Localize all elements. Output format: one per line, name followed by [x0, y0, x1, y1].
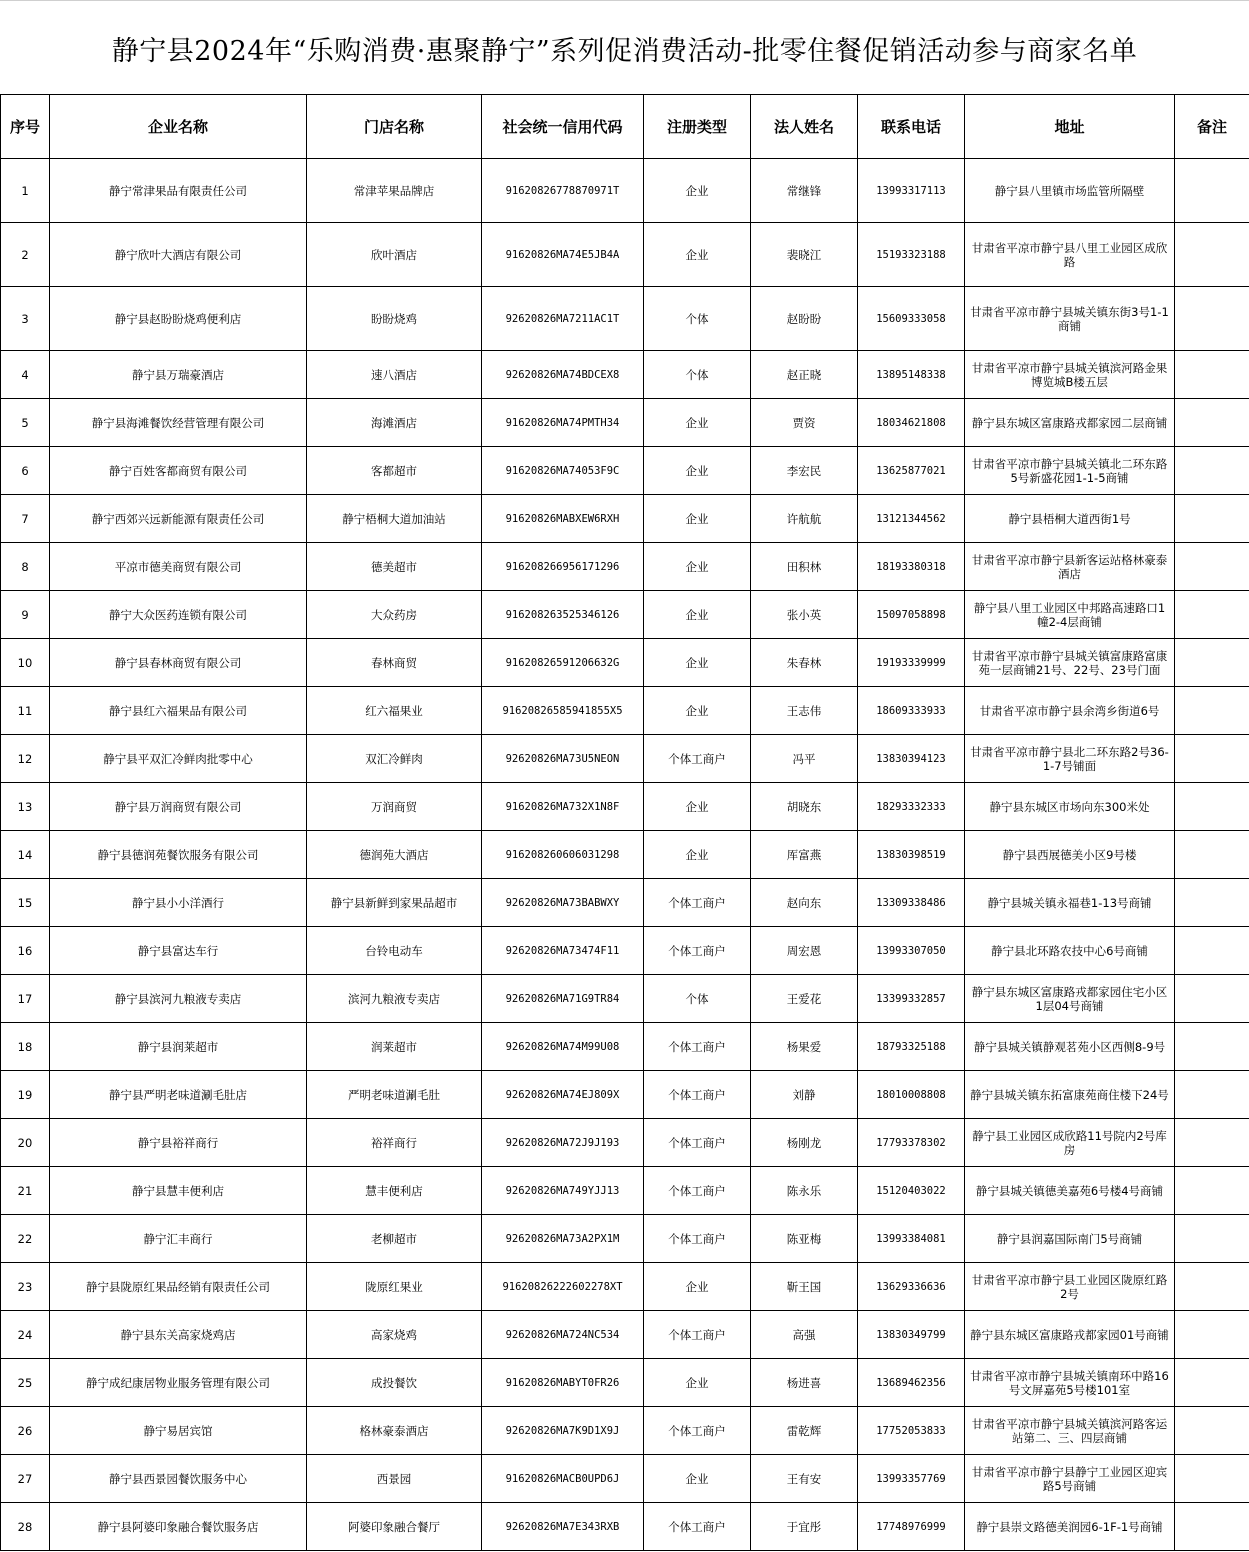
cell-note [1175, 927, 1249, 975]
cell-legal: 杨进喜 [751, 1359, 858, 1407]
cell-address: 静宁县城关镇静观茗苑小区西侧8-9号 [965, 1023, 1175, 1071]
cell-no: 1 [1, 159, 50, 223]
table-row [1, 1023, 1249, 1071]
table-row [1, 287, 1249, 351]
cell-address: 甘肃省平凉市静宁县城关镇滨河路金果博览城B楼五层 [965, 351, 1175, 399]
cell-store: 润莱超市 [307, 1023, 482, 1071]
table-header-row [1, 95, 1249, 159]
cell-note [1175, 1359, 1249, 1407]
cell-phone: 18034621808 [858, 399, 965, 447]
cell-no: 5 [1, 399, 50, 447]
cell-credit-code: 91620826778870971T [482, 159, 644, 223]
cell-address: 甘肃省平凉市静宁县城关镇北二环东路5号新盛花园1-1-5商铺 [965, 447, 1175, 495]
cell-phone: 13830349799 [858, 1311, 965, 1359]
cell-legal: 贾资 [751, 399, 858, 447]
cell-company: 静宁县东关高家烧鸡店 [50, 1311, 307, 1359]
cell-company: 静宁县滨河九粮液专卖店 [50, 975, 307, 1023]
cell-company: 静宁县裕祥商行 [50, 1119, 307, 1167]
cell-note [1175, 1023, 1249, 1071]
cell-phone: 13309338486 [858, 879, 965, 927]
table-row [1, 735, 1249, 783]
cell-company: 静宁县陇原红果品经销有限责任公司 [50, 1263, 307, 1311]
cell-type: 企业 [644, 687, 751, 735]
cell-credit-code: 92620826MA73U5NEON [482, 735, 644, 783]
cell-company: 静宁县慧丰便利店 [50, 1167, 307, 1215]
cell-note [1175, 159, 1249, 223]
cell-legal: 张小英 [751, 591, 858, 639]
cell-no: 23 [1, 1263, 50, 1311]
cell-store: 裕祥商行 [307, 1119, 482, 1167]
cell-store: 阿婆印象融合餐厅 [307, 1503, 482, 1551]
cell-store: 盼盼烧鸡 [307, 287, 482, 351]
cell-no: 8 [1, 543, 50, 591]
table-row [1, 879, 1249, 927]
cell-phone: 13629336636 [858, 1263, 965, 1311]
cell-credit-code: 91620826591206632G [482, 639, 644, 687]
cell-company: 静宁县春林商贸有限公司 [50, 639, 307, 687]
cell-type: 企业 [644, 223, 751, 287]
cell-credit-code: 916208266956171296 [482, 543, 644, 591]
cell-note [1175, 975, 1249, 1023]
header-address: 地址 [965, 95, 1175, 159]
cell-address: 甘肃省平凉市静宁县城关镇东街3号1-1商铺 [965, 287, 1175, 351]
header-company: 企业名称 [50, 95, 307, 159]
cell-legal: 刘静 [751, 1071, 858, 1119]
page-title: 静宁县2024年“乐购消费·惠聚静宁”系列促消费活动-批零住餐促销活动参与商家名单 [0, 0, 1249, 95]
cell-address: 甘肃省平凉市静宁县城关镇滨河路客运站第二、三、四层商铺 [965, 1407, 1175, 1455]
cell-store: 春林商贸 [307, 639, 482, 687]
cell-type: 企业 [644, 591, 751, 639]
cell-store: 客都超市 [307, 447, 482, 495]
cell-note [1175, 1119, 1249, 1167]
cell-address: 静宁县工业园区成欣路11号院内2号库房 [965, 1119, 1175, 1167]
cell-type: 企业 [644, 1359, 751, 1407]
cell-address: 甘肃省平凉市静宁县工业园区陇原红路2号 [965, 1263, 1175, 1311]
cell-legal: 杨果爱 [751, 1023, 858, 1071]
cell-no: 19 [1, 1071, 50, 1119]
cell-phone: 13895148338 [858, 351, 965, 399]
cell-address: 甘肃省平凉市静宁县北二环东路2号36-1-7号铺面 [965, 735, 1175, 783]
cell-credit-code: 92620826MA724NC534 [482, 1311, 644, 1359]
cell-credit-code: 91620826222602278XT [482, 1263, 644, 1311]
cell-credit-code: 92620826MA74BDCEX8 [482, 351, 644, 399]
cell-company: 静宁县阿婆印象融合餐饮服务店 [50, 1503, 307, 1551]
cell-credit-code: 91620826MA74E5JB4A [482, 223, 644, 287]
cell-phone: 13993317113 [858, 159, 965, 223]
cell-credit-code: 92620826MA73BABWXY [482, 879, 644, 927]
cell-phone: 18793325188 [858, 1023, 965, 1071]
cell-address: 静宁县东城区富康路戎都家园二层商铺 [965, 399, 1175, 447]
cell-type: 个体工商户 [644, 1167, 751, 1215]
cell-store: 常津苹果品牌店 [307, 159, 482, 223]
cell-credit-code: 916208263525346126 [482, 591, 644, 639]
cell-note [1175, 1167, 1249, 1215]
cell-credit-code: 92620826MA74M99U08 [482, 1023, 644, 1071]
cell-legal: 王志伟 [751, 687, 858, 735]
cell-address: 静宁县西展德美小区9号楼 [965, 831, 1175, 879]
cell-phone: 13689462356 [858, 1359, 965, 1407]
cell-legal: 雷乾辉 [751, 1407, 858, 1455]
cell-store: 海滩酒店 [307, 399, 482, 447]
cell-company: 静宁汇丰商行 [50, 1215, 307, 1263]
cell-note [1175, 1215, 1249, 1263]
cell-note [1175, 1311, 1249, 1359]
cell-store: 高家烧鸡 [307, 1311, 482, 1359]
cell-store: 万润商贸 [307, 783, 482, 831]
cell-company: 静宁县西景园餐饮服务中心 [50, 1455, 307, 1503]
cell-no: 18 [1, 1023, 50, 1071]
cell-legal: 胡晓东 [751, 783, 858, 831]
cell-store: 速八酒店 [307, 351, 482, 399]
cell-store: 大众药房 [307, 591, 482, 639]
cell-phone: 17793378302 [858, 1119, 965, 1167]
cell-store: 欣叶酒店 [307, 223, 482, 287]
table-row [1, 1167, 1249, 1215]
cell-legal: 常继锋 [751, 159, 858, 223]
cell-store: 滨河九粮液专卖店 [307, 975, 482, 1023]
cell-no: 14 [1, 831, 50, 879]
cell-type: 个体工商户 [644, 1119, 751, 1167]
cell-address: 静宁县八里工业园区中邦路高速路口1幢2-4层商铺 [965, 591, 1175, 639]
table-row [1, 1215, 1249, 1263]
cell-credit-code: 92620826MA7K9D1X9J [482, 1407, 644, 1455]
cell-type: 企业 [644, 399, 751, 447]
cell-type: 企业 [644, 639, 751, 687]
cell-note [1175, 687, 1249, 735]
table-row [1, 1455, 1249, 1503]
table-row [1, 1071, 1249, 1119]
cell-phone: 18609333933 [858, 687, 965, 735]
cell-legal: 裴晓江 [751, 223, 858, 287]
cell-credit-code: 91620826MABYT0FR26 [482, 1359, 644, 1407]
cell-no: 21 [1, 1167, 50, 1215]
cell-phone: 13625877021 [858, 447, 965, 495]
cell-store: 老柳超市 [307, 1215, 482, 1263]
cell-no: 6 [1, 447, 50, 495]
cell-company: 平凉市德美商贸有限公司 [50, 543, 307, 591]
cell-note [1175, 447, 1249, 495]
header-phone: 联系电话 [858, 95, 965, 159]
table-row [1, 223, 1249, 287]
cell-legal: 朱春林 [751, 639, 858, 687]
cell-store: 慧丰便利店 [307, 1167, 482, 1215]
cell-address: 甘肃省平凉市静宁县城关镇南环中路16号文屏嘉苑5号楼101室 [965, 1359, 1175, 1407]
cell-no: 15 [1, 879, 50, 927]
cell-note [1175, 1407, 1249, 1455]
cell-company: 静宁县万瑞豪酒店 [50, 351, 307, 399]
table-row [1, 591, 1249, 639]
cell-address: 静宁县润嘉国际南门5号商铺 [965, 1215, 1175, 1263]
cell-company: 静宁县赵盼盼烧鸡便利店 [50, 287, 307, 351]
cell-legal: 赵正晓 [751, 351, 858, 399]
cell-note [1175, 287, 1249, 351]
cell-type: 个体 [644, 975, 751, 1023]
table-row [1, 687, 1249, 735]
cell-store: 双汇冷鲜肉 [307, 735, 482, 783]
cell-type: 企业 [644, 447, 751, 495]
header-credit-code: 社会统一信用代码 [482, 95, 644, 159]
cell-credit-code: 91620826MA732X1N8F [482, 783, 644, 831]
table-row [1, 495, 1249, 543]
cell-note [1175, 879, 1249, 927]
cell-address: 静宁县东城区富康路戎都家园住宅小区1层04号商铺 [965, 975, 1175, 1023]
table-row [1, 783, 1249, 831]
cell-store: 德美超市 [307, 543, 482, 591]
cell-company: 静宁县红六福果品有限公司 [50, 687, 307, 735]
table-row [1, 927, 1249, 975]
cell-phone: 13830398519 [858, 831, 965, 879]
cell-no: 2 [1, 223, 50, 287]
cell-store: 台铃电动车 [307, 927, 482, 975]
cell-legal: 许航航 [751, 495, 858, 543]
cell-phone: 18293332333 [858, 783, 965, 831]
cell-company: 静宁县富达车行 [50, 927, 307, 975]
cell-company: 静宁县润莱超市 [50, 1023, 307, 1071]
cell-type: 个体工商户 [644, 1407, 751, 1455]
cell-no: 13 [1, 783, 50, 831]
cell-legal: 周宏恩 [751, 927, 858, 975]
table-row [1, 447, 1249, 495]
cell-type: 企业 [644, 831, 751, 879]
table-row [1, 1359, 1249, 1407]
cell-address: 静宁县梧桐大道西街1号 [965, 495, 1175, 543]
cell-store: 格林豪泰酒店 [307, 1407, 482, 1455]
cell-phone: 15097058898 [858, 591, 965, 639]
table-row [1, 1311, 1249, 1359]
cell-type: 个体工商户 [644, 1023, 751, 1071]
cell-note [1175, 591, 1249, 639]
cell-store: 西景园 [307, 1455, 482, 1503]
table-row [1, 831, 1249, 879]
cell-note [1175, 351, 1249, 399]
cell-address: 甘肃省平凉市静宁县城关镇富康路富康苑一层商铺21号、22号、23号门面 [965, 639, 1175, 687]
cell-type: 个体工商户 [644, 1311, 751, 1359]
cell-type: 个体工商户 [644, 1215, 751, 1263]
cell-company: 静宁县平双汇冷鲜肉批零中心 [50, 735, 307, 783]
cell-phone: 18193380318 [858, 543, 965, 591]
cell-type: 企业 [644, 783, 751, 831]
cell-legal: 王爱花 [751, 975, 858, 1023]
cell-store: 严明老味道涮毛肚 [307, 1071, 482, 1119]
cell-legal: 杨刚龙 [751, 1119, 858, 1167]
cell-type: 企业 [644, 159, 751, 223]
cell-address: 静宁县八里镇市场监管所隔壁 [965, 159, 1175, 223]
header-type: 注册类型 [644, 95, 751, 159]
cell-legal: 靳王国 [751, 1263, 858, 1311]
header-note: 备注 [1175, 95, 1249, 159]
cell-no: 22 [1, 1215, 50, 1263]
cell-note [1175, 543, 1249, 591]
cell-company: 静宁成纪康居物业服务管理有限公司 [50, 1359, 307, 1407]
cell-phone: 13830394123 [858, 735, 965, 783]
cell-credit-code: 92620826MA749YJJ13 [482, 1167, 644, 1215]
cell-phone: 15609333058 [858, 287, 965, 351]
cell-store: 静宁梧桐大道加油站 [307, 495, 482, 543]
table-row [1, 1407, 1249, 1455]
cell-phone: 19193339999 [858, 639, 965, 687]
table-row [1, 975, 1249, 1023]
cell-note [1175, 735, 1249, 783]
cell-legal: 厍富燕 [751, 831, 858, 879]
cell-phone: 15120403022 [858, 1167, 965, 1215]
cell-no: 25 [1, 1359, 50, 1407]
cell-phone: 13993307050 [858, 927, 965, 975]
cell-credit-code: 916208260606031298 [482, 831, 644, 879]
cell-phone: 13993384081 [858, 1215, 965, 1263]
cell-address: 静宁县城关镇东拓富康苑商住楼下24号 [965, 1071, 1175, 1119]
cell-company: 静宁欣叶大酒店有限公司 [50, 223, 307, 287]
cell-store: 静宁县新鲜到家果品超市 [307, 879, 482, 927]
table-row [1, 543, 1249, 591]
cell-address: 静宁县城关镇德美嘉苑6号楼4号商铺 [965, 1167, 1175, 1215]
cell-type: 个体工商户 [644, 1071, 751, 1119]
cell-note [1175, 223, 1249, 287]
cell-phone: 13993357769 [858, 1455, 965, 1503]
cell-credit-code: 91620826MA74053F9C [482, 447, 644, 495]
cell-no: 11 [1, 687, 50, 735]
cell-address: 甘肃省平凉市静宁县余湾乡街道6号 [965, 687, 1175, 735]
table-row [1, 351, 1249, 399]
cell-credit-code: 92620826MA74EJ809X [482, 1071, 644, 1119]
cell-address: 静宁县北环路农技中心6号商铺 [965, 927, 1175, 975]
cell-type: 个体工商户 [644, 1503, 751, 1551]
table-row [1, 1503, 1249, 1551]
cell-type: 个体工商户 [644, 879, 751, 927]
table-row [1, 639, 1249, 687]
cell-type: 个体 [644, 351, 751, 399]
cell-note [1175, 831, 1249, 879]
cell-no: 28 [1, 1503, 50, 1551]
header-no: 序号 [1, 95, 50, 159]
cell-note [1175, 783, 1249, 831]
cell-note [1175, 399, 1249, 447]
cell-address: 甘肃省平凉市静宁县新客运站格林豪泰酒店 [965, 543, 1175, 591]
cell-type: 个体 [644, 287, 751, 351]
cell-note [1175, 495, 1249, 543]
cell-credit-code: 91620826585941855X5 [482, 687, 644, 735]
cell-legal: 赵向东 [751, 879, 858, 927]
cell-no: 20 [1, 1119, 50, 1167]
cell-credit-code: 92620826MA7211AC1T [482, 287, 644, 351]
cell-company: 静宁百姓客都商贸有限公司 [50, 447, 307, 495]
cell-note [1175, 1503, 1249, 1551]
cell-store: 红六福果业 [307, 687, 482, 735]
cell-no: 10 [1, 639, 50, 687]
cell-credit-code: 92620826MA73474F11 [482, 927, 644, 975]
cell-no: 16 [1, 927, 50, 975]
cell-legal: 于宜彤 [751, 1503, 858, 1551]
table-row [1, 399, 1249, 447]
cell-address: 甘肃省平凉市静宁县静宁工业园区迎宾路5号商铺 [965, 1455, 1175, 1503]
cell-credit-code: 92620826MA72J9J193 [482, 1119, 644, 1167]
cell-credit-code: 92620826MA73A2PX1M [482, 1215, 644, 1263]
cell-credit-code: 91620826MABXEW6RXH [482, 495, 644, 543]
cell-phone: 15193323188 [858, 223, 965, 287]
cell-note [1175, 639, 1249, 687]
cell-company: 静宁大众医药连锁有限公司 [50, 591, 307, 639]
cell-note [1175, 1071, 1249, 1119]
cell-store: 陇原红果业 [307, 1263, 482, 1311]
cell-address: 静宁县东城区市场向东300米处 [965, 783, 1175, 831]
table-row [1, 1119, 1249, 1167]
cell-no: 27 [1, 1455, 50, 1503]
cell-credit-code: 91620826MACB0UPD6J [482, 1455, 644, 1503]
cell-phone: 18010008808 [858, 1071, 965, 1119]
cell-credit-code: 92620826MA7E343RXB [482, 1503, 644, 1551]
cell-no: 4 [1, 351, 50, 399]
cell-note [1175, 1455, 1249, 1503]
table-row [1, 159, 1249, 223]
cell-no: 26 [1, 1407, 50, 1455]
cell-no: 7 [1, 495, 50, 543]
cell-address: 静宁县城关镇永福巷1-13号商铺 [965, 879, 1175, 927]
cell-company: 静宁县海滩餐饮经营管理有限公司 [50, 399, 307, 447]
cell-no: 17 [1, 975, 50, 1023]
cell-type: 个体工商户 [644, 927, 751, 975]
cell-no: 24 [1, 1311, 50, 1359]
cell-legal: 赵盼盼 [751, 287, 858, 351]
cell-credit-code: 91620826MA74PMTH34 [482, 399, 644, 447]
cell-legal: 高强 [751, 1311, 858, 1359]
cell-address: 静宁县崇文路德美润园6-1F-1号商铺 [965, 1503, 1175, 1551]
cell-phone: 13399332857 [858, 975, 965, 1023]
cell-no: 12 [1, 735, 50, 783]
cell-credit-code: 92620826MA71G9TR84 [482, 975, 644, 1023]
cell-no: 3 [1, 287, 50, 351]
cell-company: 静宁县德润苑餐饮服务有限公司 [50, 831, 307, 879]
cell-company: 静宁易居宾馆 [50, 1407, 307, 1455]
cell-legal: 王有安 [751, 1455, 858, 1503]
cell-address: 静宁县东城区富康路戎都家园01号商铺 [965, 1311, 1175, 1359]
cell-company: 静宁县万润商贸有限公司 [50, 783, 307, 831]
cell-type: 企业 [644, 495, 751, 543]
cell-company: 静宁常津果品有限责任公司 [50, 159, 307, 223]
cell-no: 9 [1, 591, 50, 639]
cell-legal: 陈亚梅 [751, 1215, 858, 1263]
cell-type: 企业 [644, 1263, 751, 1311]
cell-type: 企业 [644, 543, 751, 591]
cell-type: 个体工商户 [644, 735, 751, 783]
cell-legal: 冯平 [751, 735, 858, 783]
cell-address: 甘肃省平凉市静宁县八里工业园区成欣路 [965, 223, 1175, 287]
cell-company: 静宁县严明老味道涮毛肚店 [50, 1071, 307, 1119]
cell-phone: 17748976999 [858, 1503, 965, 1551]
cell-legal: 田积林 [751, 543, 858, 591]
cell-type: 企业 [644, 1455, 751, 1503]
cell-legal: 陈永乐 [751, 1167, 858, 1215]
table-row [1, 1263, 1249, 1311]
merchant-table [0, 94, 1249, 1551]
cell-legal: 李宏民 [751, 447, 858, 495]
cell-company: 静宁西郊兴远新能源有限责任公司 [50, 495, 307, 543]
cell-phone: 17752053833 [858, 1407, 965, 1455]
cell-store: 德润苑大酒店 [307, 831, 482, 879]
cell-store: 成投餐饮 [307, 1359, 482, 1407]
cell-company: 静宁县小小洋酒行 [50, 879, 307, 927]
header-store: 门店名称 [307, 95, 482, 159]
header-legal: 法人姓名 [751, 95, 858, 159]
cell-phone: 13121344562 [858, 495, 965, 543]
cell-note [1175, 1263, 1249, 1311]
